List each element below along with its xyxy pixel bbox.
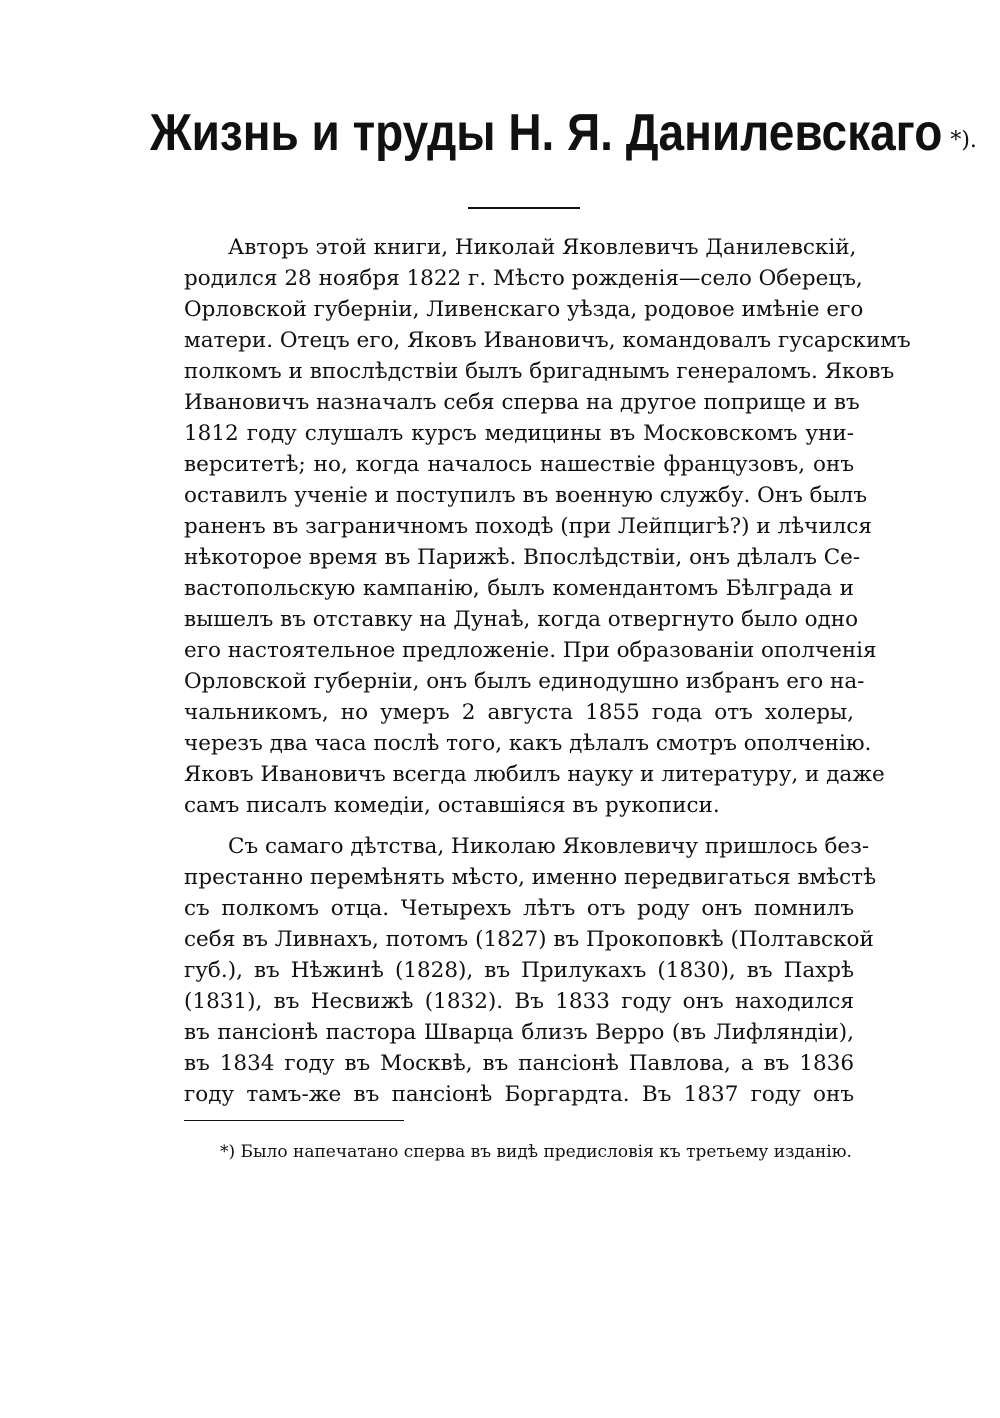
text-line: Орловской губерніи, Ливенскаго уѣзда, родовое имѣніе его [184,297,864,322]
text-line: родился 28 ноября 1822 г. Мѣсто рожденія—село Оберецъ, [184,266,863,291]
text-line: Яковъ Ивановичъ всегда любилъ науку и литературу, и даже [184,762,885,787]
text-line: раненъ въ заграничномъ походѣ (при Лейпцигѣ?) и лѣчился [184,514,872,539]
text-line: верситетѣ; но, когда началось нашествіе французовъ, онъ [184,452,854,477]
text-line: Авторъ этой книги, Николай Яковлевичъ Данилевскій, [228,235,857,260]
paragraph [184,232,911,821]
body-text [184,232,911,1110]
text-line: черезъ два часа послѣ того, какъ дѣлалъ смотръ ополченію. [184,731,872,756]
text-line: Ивановичъ назначалъ себя сперва на другое поприще и въ [184,390,860,415]
text-line: въ пансіонѣ пастора Шварца близъ Верро (въ Лифляндіи), [184,1020,854,1045]
text-line: престанно перемѣнять мѣсто, именно передвигаться вмѣстѣ [184,865,877,890]
text-line: году тамъ-же въ пансіонѣ Боргардта. Въ 1837 году онъ [184,1082,854,1107]
text-line: губ.), въ Нѣжинѣ (1828), въ Прилукахъ (1830), въ Пахрѣ [184,958,854,983]
chapter-title [150,103,977,162]
text-line: Съ самаго дѣтства, Николаю Яковлевичу пришлось без- [228,834,870,859]
text-line: Орловской губерніи, онъ былъ единодушно избранъ его на- [184,669,865,694]
paragraph [184,831,877,1110]
footnote-marker: *). [950,128,977,153]
text-line: его настоятельное предложеніе. При образованіи ополченія [184,638,877,663]
text-line: съ полкомъ отца. Четырехъ лѣтъ отъ роду онъ помнилъ [184,896,854,921]
text-line: самъ писалъ комедіи, оставшіяся въ рукописи. [184,793,720,818]
text-line: чальникомъ, но умеръ 2 августа 1855 года отъ холеры, [184,700,854,725]
footnote: *) Было напечатано сперва въ видѣ предисловія къ третьему изданію. [220,1142,852,1162]
text-line: себя въ Ливнахъ, потомъ (1827) въ Прокоповкѣ (Полтавской [184,927,874,952]
text-line: матери. Отецъ его, Яковъ Ивановичъ, командовалъ гусарскимъ [184,328,911,353]
paragraph-gap [184,821,854,831]
text-line: въ 1834 году въ Москвѣ, въ пансіонѣ Павлова, а въ 1836 [184,1051,854,1076]
title-divider [468,207,580,209]
text-line: вастопольскую кампанію, былъ комендантомъ Бѣлграда и [184,576,854,601]
text-line: вышелъ въ отставку на Дунаѣ, когда отвергнуто было одно [184,607,859,632]
text-line: 1812 году слушалъ курсъ медицины въ Московскомъ уни- [184,421,854,446]
text-line: (1831), въ Несвижѣ (1832). Въ 1833 году онъ находился [184,989,854,1014]
text-line: полкомъ и впослѣдствіи былъ бригаднымъ генераломъ. Яковъ [184,359,895,384]
chapter-title-text: Жизнь и труды Н. Я. Данилевскаго [150,103,943,162]
text-line: оставилъ ученіе и поступилъ въ военную службу. Онъ былъ [184,483,868,508]
footnote-divider [184,1120,404,1121]
text-line: нѣкоторое время въ Парижѣ. Впослѣдствіи, онъ дѣлалъ Се- [184,545,861,570]
